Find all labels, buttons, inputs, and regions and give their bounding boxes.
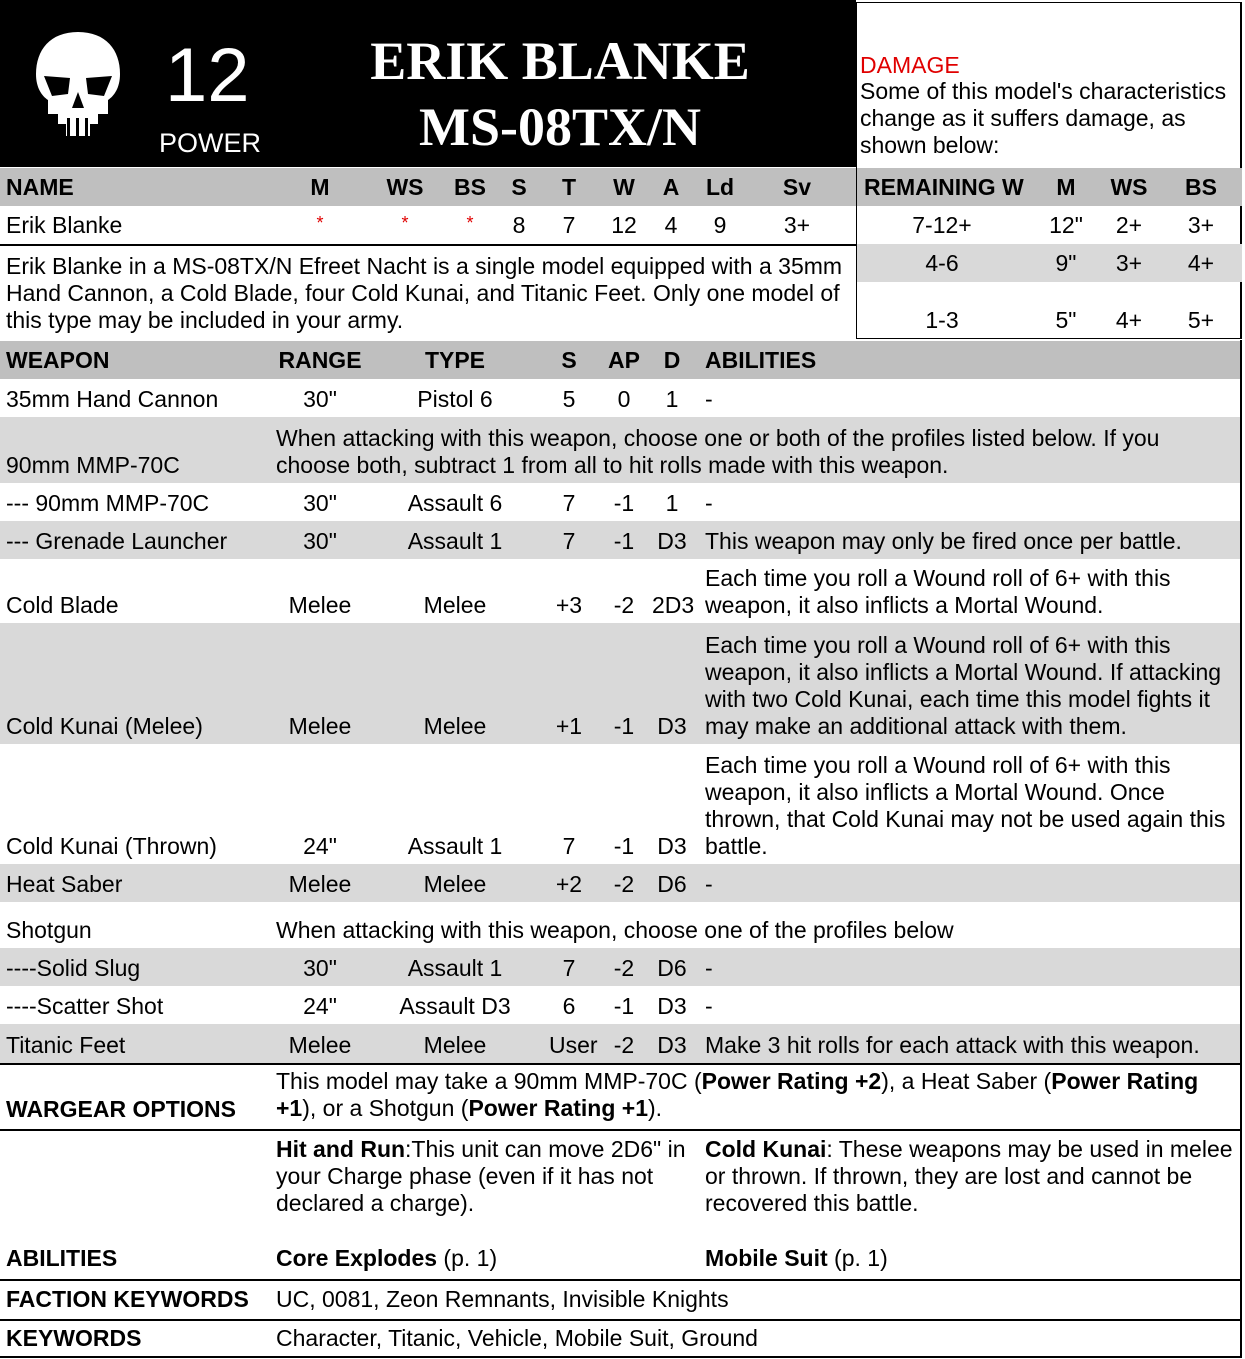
weapon-name: Heat Saber (6, 871, 123, 897)
profile-header-a: A (662, 174, 680, 200)
weapon-ap: -2 (613, 592, 635, 618)
keywords-label: KEYWORDS (6, 1325, 142, 1351)
profile-cell-ws: * (401, 213, 409, 233)
profile-row (0, 206, 856, 244)
unit-model: MS-08TX/N (419, 97, 701, 157)
damage-description: Some of this model's characteristics change as it suffers damage, as shown below: (860, 78, 1227, 158)
unit-description: Erik Blanke in a MS-08TX/N Efreet Nacht is a single model equipped with a 35mm Hand Cannon, a Cold Blade, four Cold Kunai, and Titanic Feet. Only one model of this type may be included in your army. (6, 253, 843, 333)
weapon-range: 24" (303, 993, 337, 1019)
weapon-abilities: Each time you roll a Wound roll of 6+ with this weapon, it also inflicts a Mortal Wound. If attacking with two Cold Kunai, each time this model fights it may make an additional attack with them. (705, 632, 1222, 739)
weapon-row (0, 864, 1242, 902)
weapon-strength: +1 (555, 713, 583, 739)
profile-header-w: W (613, 174, 635, 200)
weapon-row (0, 902, 1242, 948)
damage-cell: 9" (1055, 250, 1077, 276)
weapon-strength: 7 (562, 528, 576, 554)
weapon-range: 30" (303, 386, 337, 412)
weapon-range: 24" (303, 833, 337, 859)
weapon-ap: -2 (613, 955, 635, 981)
profile-header-ld: Ld (705, 174, 735, 200)
weapon-abilities: When attacking with this weapon, choose one or both of the profiles listed below. If you choose both, subtract 1 from all to hit rolls made with this weapon. (276, 425, 1160, 478)
weapon-ap: -1 (613, 528, 635, 554)
damage-title: DAMAGE (860, 52, 960, 78)
weapon-abilities: Make 3 hit rolls for each attack with this weapon. (705, 1032, 1200, 1058)
weapon-row (0, 483, 1242, 521)
weapon-damage: D3 (657, 1032, 687, 1058)
weapon-range: 30" (303, 955, 337, 981)
faction-keywords-label: FACTION KEYWORDS (6, 1286, 249, 1312)
weapon-row (0, 948, 1242, 986)
weapon-type: Assault 1 (407, 528, 503, 554)
damage-row (857, 282, 1242, 338)
faction-keywords-value: UC, 0081, Zeon Remnants, Invisible Knights (276, 1286, 729, 1312)
weapon-name: ----Solid Slug (6, 955, 141, 981)
unit-name: ERIK BLANKE (370, 31, 750, 91)
damage-cell: 3+ (1115, 250, 1143, 276)
profile-cell-sv: 3+ (783, 212, 811, 238)
weapon-damage: D6 (657, 871, 687, 897)
damage-cell: 4-6 (925, 250, 959, 276)
profile-header-sv: Sv (782, 174, 812, 200)
weapon-strength: 7 (562, 833, 576, 859)
weapons-header-row (0, 341, 1242, 379)
profile-cell-ld: 9 (713, 212, 727, 238)
keywords-value: Character, Titanic, Vehicle, Mobile Suit, Ground (276, 1325, 758, 1351)
profile-header-name: NAME (6, 174, 74, 200)
weapon-strength: +2 (555, 871, 583, 897)
weapon-row (0, 744, 1242, 864)
wargear-text: This model may take a 90mm MMP-70C (Power Rating +2), a Heat Saber (Power Rating +1), or a Shotgun (Power Rating +1). (276, 1068, 1199, 1121)
weapon-ap: -1 (613, 833, 635, 859)
weapon-range: Melee (288, 592, 352, 618)
weapons-header-range: RANGE (278, 347, 362, 373)
weapon-name: Cold Blade (6, 592, 119, 618)
profile-cell-s: 8 (512, 212, 526, 238)
profile-cell-m: * (316, 213, 324, 233)
weapons-header-abilities: ABILITIES (705, 347, 817, 373)
weapon-abilities: This weapon may only be fired once per battle. (705, 528, 1182, 554)
power-rating-value: 12 (165, 33, 250, 118)
damage-cell: 12" (1049, 212, 1083, 238)
abilities-row (0, 1131, 1242, 1279)
profile-header-row (0, 168, 856, 206)
weapon-name: Titanic Feet (6, 1032, 126, 1058)
profile-header-ws: WS (386, 174, 424, 200)
weapon-strength: 6 (562, 993, 576, 1019)
damage-header-m: M (1056, 174, 1076, 200)
weapon-range: Melee (288, 871, 352, 897)
weapon-name: 35mm Hand Cannon (6, 386, 219, 412)
weapon-strength: 7 (562, 955, 576, 981)
weapon-range: Melee (288, 1032, 352, 1058)
faction-keywords-row (0, 1281, 1242, 1319)
weapon-ap: -2 (613, 1032, 635, 1058)
wargear-row (0, 1065, 1242, 1129)
weapon-row (0, 623, 1242, 744)
weapon-abilities: - (705, 993, 713, 1019)
weapon-damage: D3 (657, 528, 687, 554)
weapon-range: 30" (303, 528, 337, 554)
weapons-header-type: TYPE (424, 347, 486, 373)
weapon-damage: D3 (657, 993, 687, 1019)
weapon-damage: 1 (665, 490, 679, 516)
damage-cell: 5+ (1187, 307, 1215, 333)
damage-row (857, 244, 1242, 282)
weapons-header-weapon: WEAPON (6, 347, 110, 373)
damage-cell: 3+ (1187, 212, 1215, 238)
damage-header-ws: WS (1110, 174, 1148, 200)
damage-cell: 2+ (1115, 212, 1143, 238)
weapon-type: Melee (423, 871, 487, 897)
weapon-row (0, 559, 1242, 623)
weapon-type: Melee (423, 1032, 487, 1058)
damage-header-bs: BS (1185, 174, 1217, 200)
weapon-name: --- 90mm MMP-70C (6, 490, 210, 516)
profile-header-bs: BS (454, 174, 486, 200)
weapon-name: Cold Kunai (Melee) (6, 713, 203, 739)
weapon-damage: D6 (657, 955, 687, 981)
skull-icon (30, 28, 126, 140)
weapon-row (0, 986, 1242, 1024)
weapon-name: --- Grenade Launcher (6, 528, 228, 554)
weapon-type: Melee (423, 713, 487, 739)
weapon-abilities: - (705, 955, 713, 981)
weapon-abilities: - (705, 490, 713, 516)
weapon-strength: 5 (562, 386, 576, 412)
profile-header-t: T (561, 174, 577, 200)
weapon-range: 30" (303, 490, 337, 516)
weapons-header-d: D (663, 347, 681, 373)
weapon-damage: 2D3 (652, 592, 695, 618)
weapon-range: Melee (288, 713, 352, 739)
weapon-strength: +3 (555, 592, 583, 618)
weapon-ap: -2 (613, 871, 635, 897)
weapon-name: ----Scatter Shot (6, 993, 164, 1019)
profile-cell-bs: * (466, 213, 474, 233)
weapon-ap: 0 (617, 386, 631, 412)
ability-hit-and-run: Hit and Run:This unit can move 2D6" in your Charge phase (even if it has not declared a charge). (276, 1136, 686, 1216)
power-rating-label: POWER (159, 128, 262, 158)
weapon-row (0, 521, 1242, 559)
damage-cell: 1-3 (925, 307, 959, 333)
weapon-type: Assault 6 (407, 490, 503, 516)
profile-header-m: M (310, 174, 330, 200)
weapon-abilities: When attacking with this weapon, choose one of the profiles below (276, 917, 954, 943)
weapon-damage: D3 (657, 833, 687, 859)
profile-cell-w: 12 (611, 212, 637, 238)
weapon-abilities: - (705, 386, 713, 412)
ability-mobile-suit: Mobile Suit (p. 1) (705, 1245, 888, 1271)
weapon-name: 90mm MMP-70C (6, 452, 180, 478)
damage-row (857, 206, 1242, 244)
damage-cell: 4+ (1187, 250, 1215, 276)
wargear-label: WARGEAR OPTIONS (6, 1096, 237, 1122)
abilities-label: ABILITIES (6, 1245, 118, 1271)
profile-cell-a: 4 (664, 212, 678, 238)
damage-cell: 7-12+ (912, 212, 972, 238)
weapon-name: Shotgun (6, 917, 92, 943)
weapon-strength: 7 (562, 490, 576, 516)
weapon-type: Assault 1 (407, 955, 503, 981)
weapons-header-ap: AP (608, 347, 640, 373)
weapons-header-s: S (561, 347, 577, 373)
keywords-row (0, 1321, 1242, 1357)
weapon-strength: User (549, 1032, 598, 1058)
weapon-name: Cold Kunai (Thrown) (6, 833, 217, 859)
weapon-damage: 1 (665, 386, 679, 412)
damage-table-header (857, 168, 1242, 206)
ability-core-explodes: Core Explodes (p. 1) (276, 1245, 498, 1271)
weapon-type: Assault D3 (399, 993, 511, 1019)
profile-header-s: S (511, 174, 527, 200)
ability-cold-kunai: Cold Kunai: These weapons may be used in melee or thrown. If thrown, they are lost and cannot be recovered this battle. (705, 1136, 1233, 1216)
weapon-type: Melee (423, 592, 487, 618)
damage-cell: 4+ (1115, 307, 1143, 333)
profile-cell-name: Erik Blanke (6, 212, 123, 238)
weapon-ap: -1 (613, 490, 635, 516)
weapon-row (0, 417, 1242, 483)
weapon-type: Assault 1 (407, 833, 503, 859)
weapon-abilities: Each time you roll a Wound roll of 6+ with this weapon, it also inflicts a Mortal Wound. (705, 565, 1171, 618)
weapon-row (0, 379, 1242, 417)
weapon-ap: -1 (613, 713, 635, 739)
weapon-abilities: Each time you roll a Wound roll of 6+ with this weapon, it also inflicts a Mortal Wound. Once thrown, that Cold Kunai may not be used again this battle. (705, 752, 1226, 859)
weapon-damage: D3 (657, 713, 687, 739)
weapon-row (0, 1024, 1242, 1063)
damage-cell: 5" (1055, 307, 1077, 333)
weapon-abilities: - (705, 871, 713, 897)
weapon-ap: -1 (613, 993, 635, 1019)
damage-header-remaining-w: REMAINING W (864, 174, 1024, 200)
profile-cell-t: 7 (562, 212, 576, 238)
weapon-type: Pistol 6 (417, 386, 493, 412)
